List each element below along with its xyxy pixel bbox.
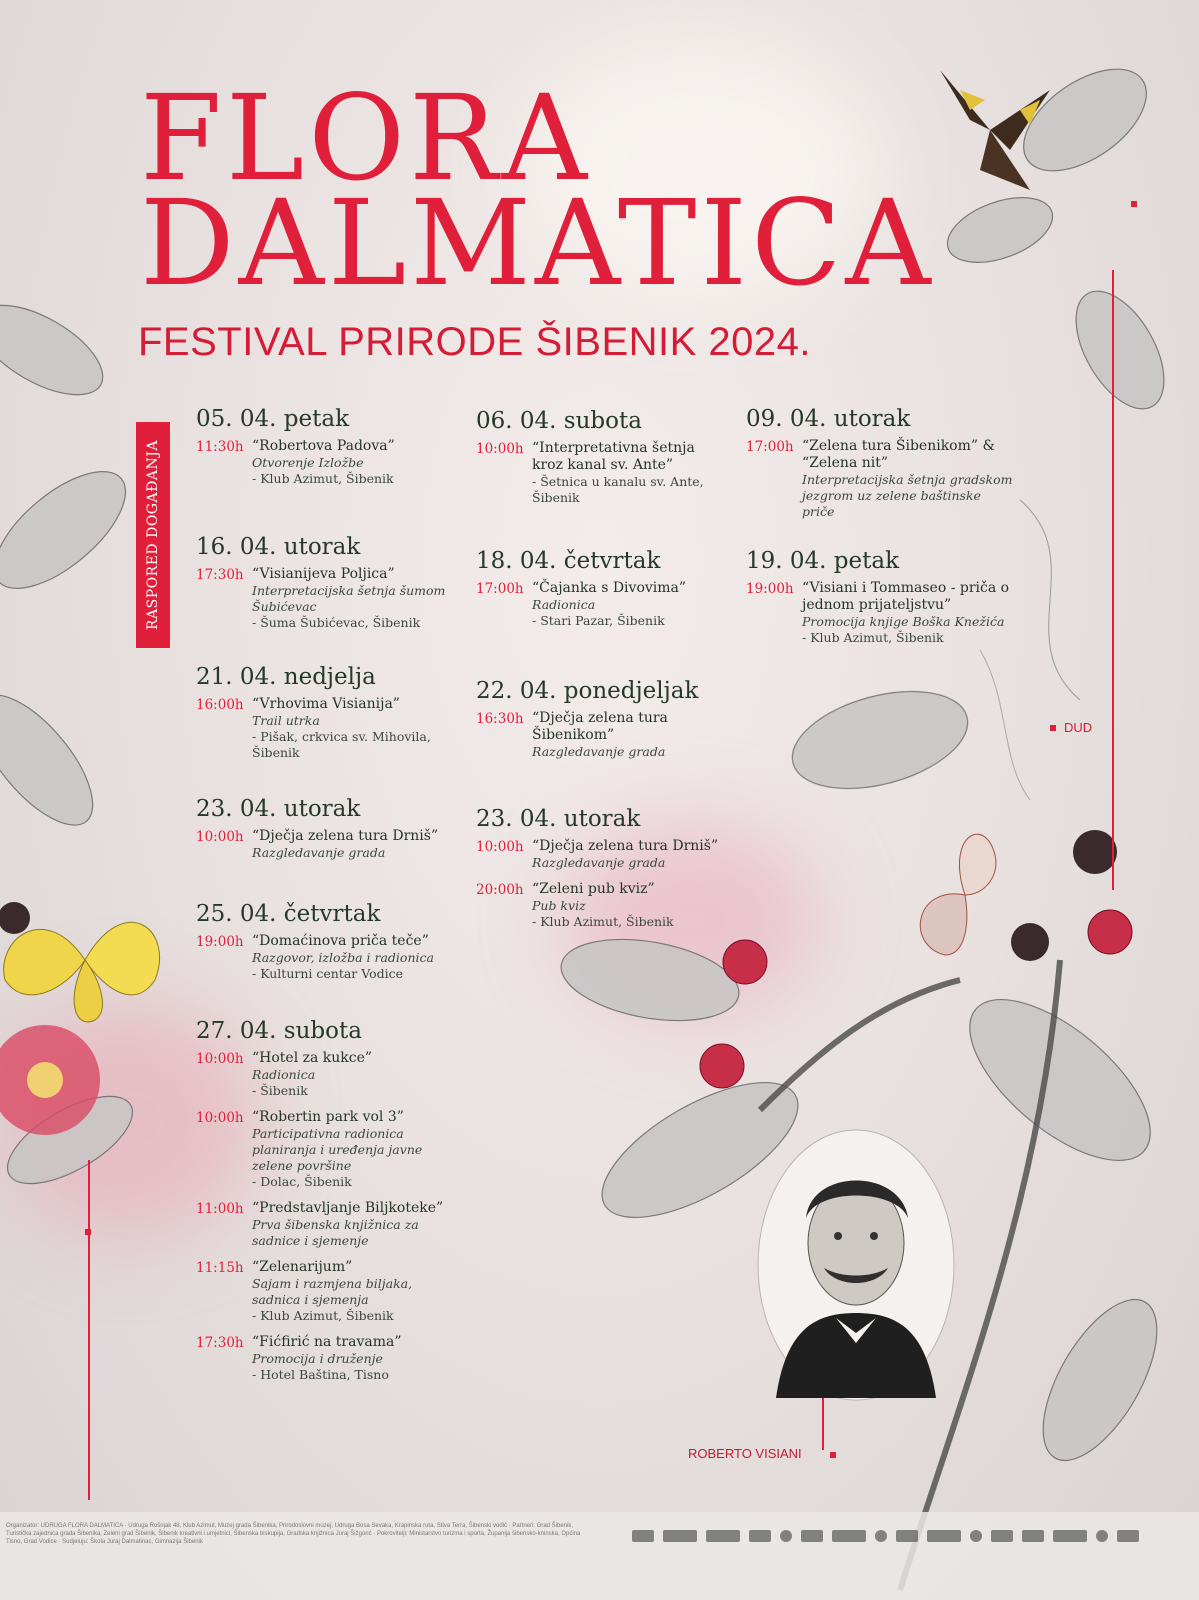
day-date: 23. 04. utorak <box>196 796 361 822</box>
event-time: 17:30h <box>196 567 244 583</box>
event-title: “Hotel za kukce” <box>252 1050 373 1066</box>
schedule-event <box>196 438 456 487</box>
event-place: - Pišak, crkvica sv. Mihovila, Šibenik <box>252 729 431 760</box>
event-time: 11:00h <box>196 1201 244 1217</box>
schedule-event <box>476 838 726 871</box>
event-place: - Klub Azimut, Šibenik <box>532 914 674 929</box>
event-time: 10:00h <box>476 441 524 457</box>
accent-dot <box>1050 725 1056 731</box>
event-body <box>532 440 726 506</box>
schedule-day <box>746 548 1016 656</box>
accent-dot <box>1131 201 1137 207</box>
schedule-day <box>476 408 726 516</box>
event-description: Razgledavanje grada <box>532 744 666 759</box>
event-time: 10:00h <box>196 829 244 845</box>
event-title: “Zelena tura Šibenikom” & “Zelena nit” <box>802 438 995 471</box>
event-body <box>252 1200 456 1249</box>
event-body <box>802 580 1016 646</box>
event-place: - Hotel Baština, Tisno <box>252 1367 389 1382</box>
event-title: “Čajanka s Divovima” <box>532 580 687 596</box>
day-date: 05. 04. petak <box>196 406 350 432</box>
accent-dot <box>85 1229 91 1235</box>
event-time: 20:00h <box>476 882 524 898</box>
schedule-event <box>196 566 456 631</box>
event-place: - Šibenik <box>252 1083 308 1098</box>
day-date: 16. 04. utorak <box>196 534 361 560</box>
accent-dot <box>830 1452 836 1458</box>
schedule-event <box>746 580 1016 646</box>
day-date: 23. 04. utorak <box>476 806 641 832</box>
day-date: 27. 04. subota <box>196 1018 362 1044</box>
sponsor-logo-icon <box>832 1530 866 1542</box>
schedule-event <box>196 1109 456 1190</box>
event-title: “Zelenarijum” <box>252 1259 353 1275</box>
event-title: “Robertova Padova” <box>252 438 395 454</box>
schedule-day <box>746 406 1016 530</box>
event-time: 17:30h <box>196 1335 244 1351</box>
event-time: 16:00h <box>196 697 244 713</box>
event-time: 17:00h <box>746 439 794 455</box>
event-title: “Dječja zelena tura Drniš” <box>252 828 439 844</box>
event-time: 16:30h <box>476 711 524 727</box>
event-description: Trail utrka <box>252 713 320 728</box>
event-description: Sajam i razmjena biljaka, sadnica i sjemenja <box>252 1276 413 1307</box>
event-title: “Fićfirić na travama” <box>252 1334 402 1350</box>
event-body <box>252 438 456 487</box>
event-body <box>252 1259 456 1324</box>
day-date: 06. 04. subota <box>476 408 642 434</box>
event-description: Radionica <box>532 597 596 612</box>
schedule-day <box>476 678 726 770</box>
schedule-event <box>476 580 726 629</box>
event-description: Promocija knjige Boška Knežića <box>802 614 1005 629</box>
event-description: Pub kviz <box>532 898 586 913</box>
accent-line-right <box>1112 270 1114 890</box>
event-body <box>252 696 456 761</box>
event-body <box>802 438 1016 520</box>
schedule-day <box>476 806 726 940</box>
event-body <box>252 1050 456 1099</box>
day-date: 19. 04. petak <box>746 548 900 574</box>
schedule-event <box>196 933 456 982</box>
event-place: - Klub Azimut, Šibenik <box>252 471 394 486</box>
footer <box>0 1512 1199 1600</box>
event-time: 10:00h <box>476 839 524 855</box>
event-place: - Šetnica u kanalu sv. Ante, Šibenik <box>532 474 704 505</box>
event-time: 11:15h <box>196 1260 244 1276</box>
event-title: “Vrhovima Visianija” <box>252 696 400 712</box>
event-description: Participativna radionica planiranja i uređenja javne zelene površine <box>252 1126 423 1173</box>
portrait-caption: ROBERTO VISIANI <box>688 1446 802 1461</box>
day-date: 18. 04. četvrtak <box>476 548 661 574</box>
schedule-event <box>476 440 726 506</box>
dud-label: DUD <box>1064 720 1093 735</box>
sponsor-logo-icon <box>780 1530 792 1542</box>
event-time: 19:00h <box>746 581 794 597</box>
event-title: “Visianijeva Poljica” <box>252 566 395 582</box>
event-body <box>252 1334 456 1383</box>
event-description: Interpretacijska šetnja gradskom jezgrom uz zelene baštinske priče <box>802 472 1013 519</box>
event-time: 10:00h <box>196 1110 244 1126</box>
sponsor-logo-icon <box>896 1530 918 1542</box>
sponsor-logo-icon <box>1053 1530 1087 1542</box>
subtitle: FESTIVAL PRIRODE ŠIBENIK 2024. <box>138 320 812 364</box>
event-title: “Robertin park vol 3” <box>252 1109 404 1125</box>
event-body <box>252 828 456 861</box>
accent-line-left <box>88 1160 90 1500</box>
day-date: 09. 04. utorak <box>746 406 911 432</box>
schedule-event <box>196 1334 456 1383</box>
event-title: “Domaćinova priča teče” <box>252 933 429 949</box>
day-date: 21. 04. nedjelja <box>196 664 376 690</box>
schedule-event <box>196 1259 456 1324</box>
schedule-day <box>196 664 456 771</box>
event-title: “Zeleni pub kviz” <box>532 881 655 897</box>
sponsor-logo-icon <box>706 1530 740 1542</box>
schedule-day <box>196 1018 456 1393</box>
schedule-event <box>196 1200 456 1249</box>
sponsor-logo-icon <box>663 1530 697 1542</box>
event-time: 10:00h <box>196 1051 244 1067</box>
schedule-tag-label: RASPORED DOGAĐANJA <box>145 440 161 630</box>
schedule-day <box>196 406 456 497</box>
event-body <box>532 838 726 871</box>
event-title: “Visiani i Tommaseo - priča o jednom prijateljstvu” <box>802 580 1010 613</box>
event-body <box>252 566 456 631</box>
event-place: - Šuma Šubićevac, Šibenik <box>252 615 421 630</box>
schedule-day <box>196 534 456 641</box>
event-body <box>532 710 726 760</box>
schedule-event <box>196 696 456 761</box>
event-body <box>532 881 726 930</box>
event-title: “Dječja zelena tura Drniš” <box>532 838 719 854</box>
day-date: 22. 04. ponedjeljak <box>476 678 699 704</box>
footer-credits: Organizator: UDRUGA FLORA DALMATICA · Udruga Rošnjak 48, Klub Azimut, Muzej grada Šibenika, Prirodoslovni muzej, Udruga Bosa Sevaka, Krapinska ruta, Stiva Terra, Šibenski vodič · Partneri: Grad Šibenik, Turistička zajednica grada Šibenika, Zeleni grad Šibenik, Šibenik kreativni i umjetnici, Šibenska biskupija, Gradska knjižnica Juraj Šižgorić · Pokrovitelji: Ministarstvo turizma i sporta, Županija šibensko-kninska, Općina Tisno, Grad Vodice · Sudjeluju: Škola Juraj Dalmatinac, Gimnazija Šibenik <box>6 1523 581 1545</box>
event-description: Promocija i druženje <box>252 1351 383 1366</box>
sponsor-logo-icon <box>991 1530 1013 1542</box>
event-body <box>252 1109 456 1190</box>
sponsor-logo-icon <box>1096 1530 1108 1542</box>
event-place: - Stari Pazar, Šibenik <box>532 613 665 628</box>
sponsor-logo-icon <box>1022 1530 1044 1542</box>
event-body <box>252 933 456 982</box>
event-description: Razgledavanje grada <box>532 855 666 870</box>
event-time: 17:00h <box>476 581 524 597</box>
event-place: - Klub Azimut, Šibenik <box>802 630 944 645</box>
sponsor-logo-icon <box>875 1530 887 1542</box>
schedule-tag <box>136 422 170 648</box>
schedule-event <box>746 438 1016 520</box>
schedule-day <box>196 796 456 871</box>
event-title: “Interpretativna šetnja kroz kanal sv. Ante” <box>532 440 695 473</box>
event-description: Razgledavanje grada <box>252 845 386 860</box>
event-time: 19:00h <box>196 934 244 950</box>
sponsor-logo-icon <box>749 1530 771 1542</box>
event-place: - Dolac, Šibenik <box>252 1174 352 1189</box>
sponsor-logo-icon <box>970 1530 982 1542</box>
portrait-roberto-visiani <box>756 1128 956 1403</box>
schedule-event <box>476 881 726 930</box>
event-title: “Predstavljanje Biljkoteke” <box>252 1200 444 1216</box>
event-description: Prva šibenska knjižnica za sadnice i sjemenje <box>252 1217 419 1248</box>
title-line-2: DALMATICA <box>140 174 935 312</box>
event-place: - Kulturni centar Vodice <box>252 966 404 981</box>
event-description: Interpretacijska šetnja šumom Šubićevac <box>252 583 446 614</box>
sponsor-logo-icon <box>632 1530 654 1542</box>
sponsor-logo-icon <box>927 1530 961 1542</box>
event-body <box>532 580 726 629</box>
event-description: Radionica <box>252 1067 316 1082</box>
schedule-day <box>476 548 726 639</box>
schedule-event <box>196 1050 456 1099</box>
event-title: “Dječja zelena tura Šibenikom” <box>532 710 668 743</box>
event-time: 11:30h <box>196 439 244 455</box>
schedule-event <box>476 710 726 760</box>
title-line-1: FLORA <box>140 69 592 207</box>
schedule-day <box>196 901 456 992</box>
event-description: Otvorenje Izložbe <box>252 455 364 470</box>
day-date: 25. 04. četvrtak <box>196 901 381 927</box>
event-description: Razgovor, izložba i radionica <box>252 950 434 965</box>
event-place: - Klub Azimut, Šibenik <box>252 1308 394 1323</box>
sponsor-logo-icon <box>801 1530 823 1542</box>
sponsor-logo-icon <box>1117 1530 1139 1542</box>
schedule-event <box>196 828 456 861</box>
sponsor-logos <box>632 1530 1139 1542</box>
